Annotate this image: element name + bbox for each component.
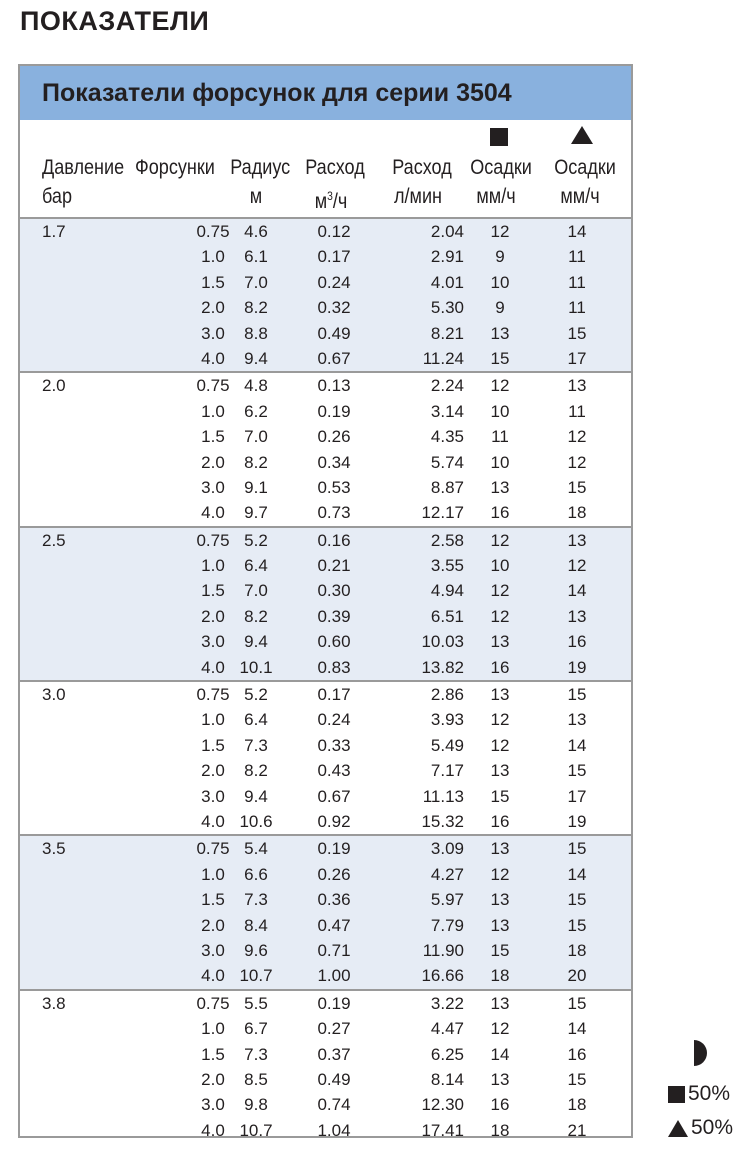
cell-precip-square: 10 (490, 272, 510, 292)
cell-nozzle: 1.0 (201, 556, 225, 576)
cell-flow-lpm: 13.82 (421, 657, 464, 677)
cell-precip-square: 12 (490, 1019, 510, 1039)
cell-radius: 8.2 (244, 298, 268, 318)
cell-radius: 8.5 (244, 1069, 268, 1089)
header-radius-unit: м (249, 185, 263, 208)
cell-precip-triangle: 13 (567, 606, 587, 626)
cell-nozzle: 1.5 (201, 735, 225, 755)
table-row (20, 655, 631, 680)
cell-flow-m3h: 0.19 (317, 839, 351, 859)
table-row (20, 373, 631, 398)
cell-flow-m3h: 0.67 (317, 786, 351, 806)
table-row (20, 836, 631, 861)
legend-square-label: 50% (688, 1082, 731, 1105)
table-row (20, 295, 631, 320)
cell-radius: 9.7 (244, 503, 268, 523)
table-row (20, 219, 631, 244)
cell-precip-triangle: 15 (567, 1069, 587, 1089)
cell-nozzle: 4.0 (201, 348, 225, 368)
cell-flow-lpm: 2.24 (430, 376, 464, 396)
cell-flow-lpm: 2.91 (430, 247, 464, 267)
cell-flow-lpm: 6.51 (430, 606, 464, 626)
cell-radius: 5.2 (244, 685, 268, 705)
table-header (20, 120, 631, 219)
cell-flow-m3h: 0.92 (317, 811, 351, 831)
cell-precip-triangle: 11 (568, 298, 586, 318)
cell-precip-square: 13 (490, 890, 510, 910)
cell-flow-lpm: 3.22 (430, 993, 464, 1013)
cell-radius: 6.2 (244, 401, 268, 421)
cell-precip-triangle: 11 (568, 247, 586, 267)
cell-radius: 9.6 (244, 940, 268, 960)
cell-flow-lpm: 6.25 (430, 1044, 464, 1064)
legend-square-item (668, 1082, 730, 1106)
cell-pressure: 2.0 (42, 376, 66, 396)
cell-nozzle: 2.0 (201, 298, 225, 318)
cell-flow-m3h: 0.32 (317, 298, 351, 318)
cell-precip-triangle: 15 (567, 761, 587, 781)
cell-nozzle: 1.5 (201, 890, 225, 910)
cell-precip-triangle: 15 (567, 685, 587, 705)
cell-precip-square: 12 (490, 606, 510, 626)
cell-radius: 7.3 (244, 1044, 268, 1064)
triangle-icon (571, 126, 593, 144)
cell-pressure: 2.5 (42, 530, 66, 550)
header-flow-m3-unit: $м^3/ч$ (314, 189, 348, 213)
cell-nozzle: 1.5 (201, 1044, 225, 1064)
cell-nozzle: 0.75 (196, 530, 230, 550)
cell-flow-lpm: 12.30 (421, 1095, 464, 1115)
cell-flow-lpm: 16.66 (421, 966, 464, 986)
cell-precip-triangle: 18 (567, 503, 587, 523)
cell-precip-triangle: 18 (567, 1095, 587, 1115)
cell-nozzle: 0.75 (196, 376, 230, 396)
cell-precip-triangle: 13 (567, 710, 587, 730)
cell-pressure: 3.5 (42, 839, 66, 859)
page-title: ПОКАЗАТЕЛИ (20, 6, 210, 36)
table-row (20, 991, 631, 1016)
cell-precip-square: 12 (490, 735, 510, 755)
cell-flow-lpm: 15.32 (421, 811, 464, 831)
cell-precip-square: 14 (490, 1044, 510, 1064)
cell-precip-triangle: 15 (567, 993, 587, 1013)
cell-precip-triangle: 15 (567, 323, 587, 343)
header-flow-m3 (305, 153, 365, 216)
cell-radius: 5.2 (244, 530, 268, 550)
cell-radius: 10.7 (239, 1120, 273, 1140)
cell-flow-m3h: 0.60 (317, 632, 351, 652)
cell-flow-m3h: 0.53 (317, 477, 351, 497)
legend-triangle-label: 50% (691, 1116, 734, 1139)
cell-nozzle: 1.0 (201, 1019, 225, 1039)
cell-flow-m3h: 0.49 (317, 1069, 351, 1089)
table-row (20, 270, 631, 295)
cell-precip-triangle: 14 (567, 222, 587, 241)
cell-nozzle: 3.0 (201, 786, 225, 806)
cell-precip-triangle: 15 (567, 477, 587, 497)
cell-flow-lpm: 10.03 (421, 632, 464, 652)
cell-flow-m3h: 0.49 (317, 323, 351, 343)
header-nozzle (135, 153, 215, 182)
cell-flow-m3h: 0.26 (317, 864, 351, 884)
cell-precip-square: 18 (490, 966, 510, 986)
cell-flow-m3h: 0.26 (317, 427, 351, 447)
cell-pressure: 1.7 (42, 222, 66, 241)
cell-flow-lpm: 8.14 (430, 1069, 464, 1089)
cell-flow-lpm: 4.01 (430, 272, 464, 292)
cell-precip-triangle: 18 (567, 940, 587, 960)
cell-flow-m3h: 0.19 (317, 993, 351, 1013)
cell-nozzle: 3.0 (201, 1095, 225, 1115)
cell-flow-lpm: 4.94 (430, 581, 464, 601)
cell-precip-triangle: 11 (568, 272, 586, 292)
cell-precip-triangle: 15 (567, 890, 587, 910)
cell-radius: 7.3 (244, 735, 268, 755)
cell-flow-m3h: 0.36 (317, 890, 351, 910)
cell-precip-square: 11 (491, 427, 509, 447)
cell-flow-lpm: 11.90 (422, 940, 464, 960)
cell-precip-square: 15 (490, 348, 510, 368)
cell-precip-triangle: 16 (567, 632, 587, 652)
cell-flow-m3h: 0.33 (317, 735, 351, 755)
cell-flow-m3h: 0.24 (317, 710, 351, 730)
cell-flow-m3h: 0.17 (317, 247, 351, 267)
table-row (20, 913, 631, 938)
cell-radius: 9.8 (244, 1095, 268, 1115)
cell-nozzle: 0.75 (196, 993, 230, 1013)
cell-precip-square: 12 (490, 864, 510, 884)
cell-nozzle: 2.0 (201, 915, 225, 935)
cell-flow-m3h: 1.00 (317, 966, 351, 986)
cell-nozzle: 1.0 (201, 710, 225, 730)
cell-radius: 5.5 (244, 993, 268, 1013)
header-pressure (42, 153, 124, 211)
cell-nozzle: 2.0 (201, 761, 225, 781)
table-row (20, 629, 631, 654)
cell-precip-triangle: 19 (567, 811, 587, 831)
cell-nozzle: 0.75 (196, 685, 230, 705)
cell-nozzle: 2.0 (201, 1069, 225, 1089)
cell-precip-square: 15 (490, 786, 510, 806)
table-row (20, 809, 631, 834)
header-radius-label: Радиус (230, 156, 291, 179)
cell-flow-m3h: 0.19 (317, 401, 351, 421)
cell-nozzle: 1.0 (201, 864, 225, 884)
cell-flow-m3h: 0.43 (317, 761, 351, 781)
table-row (20, 528, 631, 553)
cell-radius: 6.4 (244, 710, 268, 730)
cell-nozzle: 4.0 (201, 1120, 225, 1140)
pressure-group (20, 219, 631, 373)
cell-nozzle: 2.0 (201, 606, 225, 626)
cell-nozzle: 1.0 (201, 401, 225, 421)
cell-radius: 8.2 (244, 452, 268, 472)
cell-flow-m3h: 0.30 (317, 581, 351, 601)
cell-flow-m3h: 0.16 (317, 530, 351, 550)
cell-flow-lpm: 5.49 (430, 735, 464, 755)
cell-precip-triangle: 12 (567, 452, 587, 472)
cell-precip-square: 12 (490, 222, 510, 241)
cell-precip-square: 13 (490, 915, 510, 935)
cell-precip-triangle: 21 (567, 1120, 587, 1140)
cell-precip-square: 13 (490, 477, 510, 497)
square-icon (490, 128, 508, 146)
cell-radius: 7.0 (244, 581, 268, 601)
cell-precip-square: 16 (490, 811, 510, 831)
cell-flow-lpm: 11.24 (422, 348, 464, 368)
table-row (20, 346, 631, 371)
header-radius (230, 153, 291, 211)
table-row (20, 553, 631, 578)
cell-precip-square: 13 (490, 685, 510, 705)
cell-radius: 7.0 (244, 427, 268, 447)
header-precip-triangle-label: Осадки (554, 156, 616, 179)
cell-precip-triangle: 19 (567, 657, 587, 677)
pressure-group (20, 682, 631, 836)
cell-precip-square: 13 (490, 839, 510, 859)
header-precip-square-unit: мм/ч (476, 185, 516, 208)
half-circle-icon (694, 1040, 707, 1066)
cell-flow-m3h: 0.17 (317, 685, 351, 705)
table-row (20, 424, 631, 449)
cell-flow-m3h: 0.67 (317, 348, 351, 368)
cell-flow-m3h: 1.04 (317, 1120, 351, 1140)
table-body (20, 219, 631, 1143)
header-precip-square (470, 153, 532, 211)
cell-nozzle: 0.75 (196, 839, 230, 859)
header-precip-triangle-unit: мм/ч (560, 185, 600, 208)
cell-nozzle: 3.0 (201, 632, 225, 652)
cell-flow-lpm: 3.14 (430, 401, 464, 421)
cell-precip-triangle: 14 (567, 735, 587, 755)
cell-precip-square: 10 (490, 452, 510, 472)
table-title-bar (20, 66, 631, 120)
cell-nozzle: 4.0 (201, 811, 225, 831)
cell-precip-triangle: 14 (567, 581, 587, 601)
header-pressure-label: Давление (42, 156, 125, 179)
cell-radius: 10.1 (239, 657, 273, 677)
cell-precip-square: 16 (490, 1095, 510, 1115)
header-flow-lpm-label: Расход (392, 156, 452, 179)
cell-precip-triangle: 16 (567, 1044, 587, 1064)
table-row (20, 1016, 631, 1041)
table-row (20, 500, 631, 525)
cell-flow-m3h: 0.37 (317, 1044, 351, 1064)
table-row (20, 475, 631, 500)
header-precip-triangle (554, 153, 616, 211)
pressure-group (20, 836, 631, 990)
cell-precip-square: 10 (490, 556, 510, 576)
cell-nozzle: 1.5 (201, 272, 225, 292)
cell-nozzle: 4.0 (201, 657, 225, 677)
cell-precip-triangle: 15 (567, 839, 587, 859)
cell-radius: 10.6 (239, 811, 273, 831)
cell-flow-m3h: 0.83 (317, 657, 351, 677)
cell-precip-square: 18 (490, 1120, 510, 1140)
cell-flow-m3h: 0.13 (317, 376, 351, 396)
cell-flow-lpm: 11.13 (422, 786, 464, 806)
cell-nozzle: 4.0 (201, 966, 225, 986)
square-icon (668, 1086, 685, 1103)
cell-precip-triangle: 17 (567, 786, 587, 806)
cell-precip-square: 13 (490, 323, 510, 343)
table-row (20, 707, 631, 732)
cell-flow-lpm: 5.97 (430, 890, 464, 910)
cell-flow-lpm: 8.21 (430, 323, 464, 343)
cell-radius: 9.1 (244, 477, 268, 497)
cell-flow-lpm: 4.35 (430, 427, 464, 447)
cell-nozzle: 3.0 (201, 323, 225, 343)
header-nozzle-label: Форсунки (135, 156, 215, 179)
cell-nozzle: 1.5 (201, 581, 225, 601)
cell-radius: 8.2 (244, 761, 268, 781)
cell-precip-square: 16 (490, 503, 510, 523)
header-pressure-unit: бар (42, 185, 73, 208)
cell-nozzle: 1.0 (201, 247, 225, 267)
table-row (20, 938, 631, 963)
legend-triangle-item (668, 1116, 733, 1140)
cell-nozzle: 3.0 (201, 477, 225, 497)
cell-flow-lpm: 17.41 (421, 1120, 464, 1140)
table-row (20, 682, 631, 707)
cell-nozzle: 2.0 (201, 452, 225, 472)
header-flow-lpm (392, 153, 452, 211)
cell-radius: 8.4 (244, 915, 268, 935)
cell-flow-lpm: 2.86 (430, 685, 464, 705)
table-row (20, 1118, 631, 1143)
cell-radius: 9.4 (244, 348, 268, 368)
cell-flow-lpm: 2.58 (430, 530, 464, 550)
cell-flow-m3h: 0.24 (317, 272, 351, 292)
cell-radius: 8.8 (244, 323, 268, 343)
cell-flow-lpm: 5.74 (430, 452, 464, 472)
cell-precip-triangle: 11 (568, 401, 586, 421)
cell-flow-m3h: 0.39 (317, 606, 351, 626)
cell-precip-square: 13 (490, 1069, 510, 1089)
cell-radius: 7.3 (244, 890, 268, 910)
cell-radius: 5.4 (244, 839, 268, 859)
cell-flow-m3h: 0.73 (317, 503, 351, 523)
cell-flow-m3h: 0.21 (317, 556, 351, 576)
table-row (20, 784, 631, 809)
cell-flow-lpm: 12.17 (421, 503, 464, 523)
cell-precip-triangle: 17 (567, 348, 587, 368)
cell-flow-lpm: 3.93 (430, 710, 464, 730)
cell-precip-square: 10 (490, 401, 510, 421)
cell-precip-square: 12 (490, 530, 510, 550)
cell-precip-triangle: 12 (567, 556, 587, 576)
cell-precip-square: 9 (495, 298, 505, 318)
cell-nozzle: 1.5 (201, 427, 225, 447)
cell-flow-m3h: 0.74 (317, 1095, 351, 1115)
cell-precip-triangle: 13 (567, 530, 587, 550)
table-row (20, 604, 631, 629)
cell-radius: 6.4 (244, 556, 268, 576)
cell-precip-triangle: 14 (567, 1019, 587, 1039)
header-precip-square-label: Осадки (470, 156, 532, 179)
pressure-group (20, 373, 631, 527)
performance-table (18, 64, 633, 1138)
cell-precip-square: 12 (490, 581, 510, 601)
cell-precip-triangle: 20 (567, 966, 587, 986)
table-row (20, 1092, 631, 1117)
table-row (20, 758, 631, 783)
cell-radius: 7.0 (244, 272, 268, 292)
cell-nozzle: 0.75 (196, 222, 230, 241)
table-row (20, 399, 631, 424)
cell-precip-triangle: 15 (567, 915, 587, 935)
cell-flow-lpm: 3.55 (430, 556, 464, 576)
cell-radius: 6.6 (244, 864, 268, 884)
cell-precip-square: 16 (490, 657, 510, 677)
table-row (20, 1067, 631, 1092)
cell-flow-lpm: 5.30 (430, 298, 464, 318)
cell-precip-square: 13 (490, 761, 510, 781)
cell-flow-m3h: 0.71 (317, 940, 351, 960)
table-title: Показатели форсунок для серии 3504 (42, 78, 512, 107)
cell-pressure: 3.0 (42, 685, 66, 705)
cell-radius: 6.1 (244, 247, 268, 267)
cell-precip-triangle: 14 (567, 864, 587, 884)
cell-precip-square: 12 (490, 376, 510, 396)
cell-radius: 9.4 (244, 786, 268, 806)
cell-flow-lpm: 4.27 (430, 864, 464, 884)
cell-precip-triangle: 13 (567, 376, 587, 396)
cell-precip-square: 13 (490, 632, 510, 652)
table-row (20, 450, 631, 475)
cell-radius: 6.7 (244, 1019, 268, 1039)
pressure-group (20, 991, 631, 1143)
cell-precip-square: 12 (490, 710, 510, 730)
header-flow-m3-label: Расход (305, 156, 365, 179)
cell-flow-lpm: 4.47 (430, 1019, 464, 1039)
triangle-icon (668, 1120, 688, 1137)
cell-flow-m3h: 0.34 (317, 452, 351, 472)
cell-nozzle: 3.0 (201, 940, 225, 960)
table-row (20, 862, 631, 887)
cell-precip-square: 9 (495, 247, 505, 267)
cell-flow-lpm: 8.87 (430, 477, 464, 497)
table-row (20, 321, 631, 346)
cell-flow-lpm: 7.79 (430, 915, 464, 935)
table-row (20, 578, 631, 603)
cell-precip-square: 13 (490, 993, 510, 1013)
cell-nozzle: 4.0 (201, 503, 225, 523)
table-row (20, 244, 631, 269)
cell-flow-lpm: 7.17 (430, 761, 464, 781)
table-row (20, 733, 631, 758)
cell-flow-m3h: 0.12 (317, 222, 351, 241)
cell-precip-triangle: 12 (567, 427, 587, 447)
cell-precip-square: 15 (490, 940, 510, 960)
table-row (20, 887, 631, 912)
pressure-group (20, 528, 631, 682)
header-flow-lpm-unit: л/мин (393, 185, 443, 208)
cell-radius: 10.7 (239, 966, 273, 986)
cell-radius: 9.4 (244, 632, 268, 652)
table-row (20, 1042, 631, 1067)
cell-flow-m3h: 0.47 (317, 915, 351, 935)
cell-radius: 8.2 (244, 606, 268, 626)
cell-flow-lpm: 3.09 (430, 839, 464, 859)
cell-pressure: 3.8 (42, 993, 66, 1013)
cell-radius: 4.6 (244, 222, 268, 241)
cell-flow-m3h: 0.27 (317, 1019, 351, 1039)
cell-radius: 4.8 (244, 376, 268, 396)
cell-flow-lpm: 2.04 (430, 222, 464, 241)
table-row (20, 963, 631, 988)
